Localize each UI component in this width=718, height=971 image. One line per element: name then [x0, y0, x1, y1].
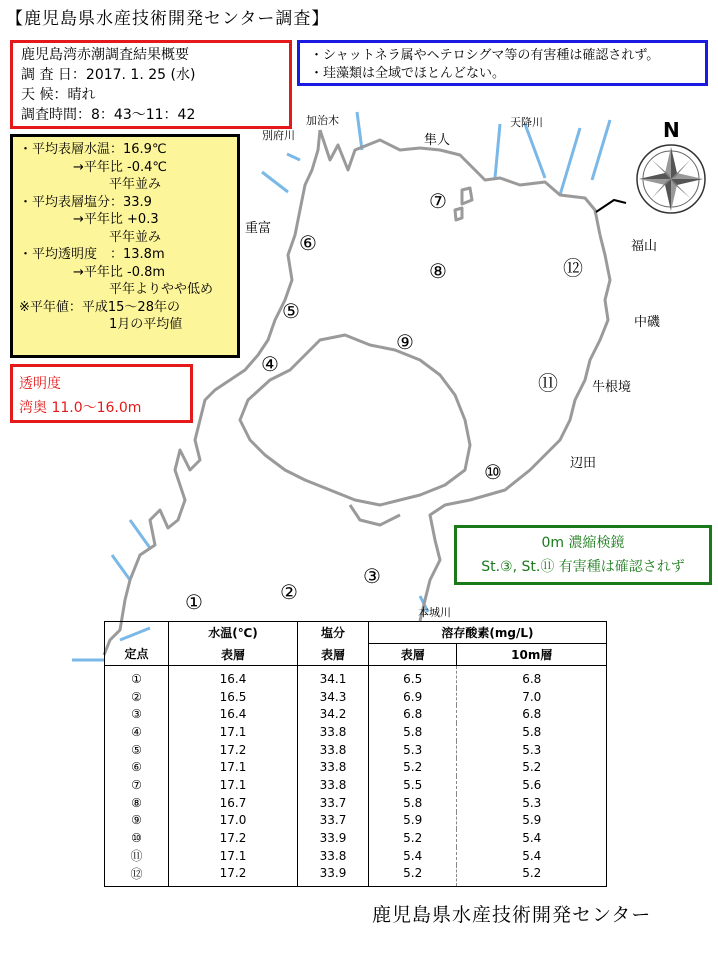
cell-salinity: 34.2	[298, 705, 369, 723]
place-hayato: 隼人	[424, 133, 451, 148]
cell-oxygen-10m: 7.0	[457, 688, 607, 706]
table-row	[105, 688, 607, 706]
cell-oxygen-surface: 6.9	[368, 688, 457, 706]
cell-oxygen-surface: 6.5	[368, 666, 457, 688]
cell-temp: 17.1	[168, 776, 297, 794]
cell-salinity: 33.9	[298, 865, 369, 887]
table-row	[105, 776, 607, 794]
cell-station: ⑩	[105, 829, 169, 847]
river-beppu	[287, 154, 300, 160]
place-beppu-river: 別府川	[262, 129, 295, 142]
cell-oxygen-10m: 5.4	[457, 829, 607, 847]
cell-salinity: 33.8	[298, 776, 369, 794]
station-data-table	[104, 621, 607, 887]
cell-oxygen-10m: 5.9	[457, 812, 607, 830]
shore-marks	[596, 200, 626, 212]
station-8-marker: ⑧	[429, 259, 447, 283]
finding-diatoms: ・珪藻類は全域でほとんどない。	[310, 66, 506, 81]
survey-date-label: 調 査 日	[21, 67, 72, 83]
cell-oxygen-10m: 5.8	[457, 723, 607, 741]
summary-heading: 鹿児島湾赤潮調査結果概要	[21, 47, 189, 63]
river-amori	[525, 124, 545, 178]
table-body	[105, 666, 607, 887]
cell-temp: 16.4	[168, 705, 297, 723]
coast-islet	[462, 188, 472, 204]
avg-temp-diff: →平年比 -0.4℃	[73, 159, 167, 175]
table-row	[105, 741, 607, 759]
station-9-marker: ⑨	[396, 330, 414, 354]
page-title: 【鹿児島県水産技術開発センター調査】	[6, 9, 330, 29]
cell-station: ③	[105, 705, 169, 723]
cell-station: ⑦	[105, 776, 169, 794]
coast-sakurajima-south	[350, 505, 400, 525]
cell-salinity: 33.8	[298, 723, 369, 741]
avg-clarity-eval: 平年よりやや低め	[109, 282, 214, 297]
cell-oxygen-10m: 5.3	[457, 741, 607, 759]
microscopy-box	[454, 525, 712, 585]
station-7-marker: ⑦	[429, 189, 447, 213]
survey-time-label: 調査時間	[21, 107, 77, 123]
station-4-marker: ④	[261, 352, 279, 376]
cell-oxygen-10m: 6.8	[457, 666, 607, 688]
table-row	[105, 812, 607, 830]
footer-organization: 鹿児島県水産技術開発センター	[372, 904, 652, 926]
river-kajiki	[357, 112, 362, 150]
findings-box	[297, 40, 708, 86]
clarity-box	[10, 364, 193, 423]
table-row	[105, 723, 607, 741]
weather-label: 天 候	[21, 87, 54, 103]
table-row	[105, 758, 607, 776]
cell-station: ⑪	[105, 847, 169, 865]
cell-salinity: 34.3	[298, 688, 369, 706]
avg-salinity-diff: →平年比 +0.3	[73, 212, 159, 227]
table-row	[105, 666, 607, 688]
compass-rose	[637, 145, 705, 213]
cell-oxygen-surface: 5.8	[368, 723, 457, 741]
header-oxygen-surface: 表層	[368, 644, 457, 666]
header-oxygen-10m: 10m層	[457, 644, 607, 666]
finding-harmful-species: ・シャットネラ属やヘテロシグマ等の有害種は確認されず。	[310, 48, 660, 63]
river-hayato	[495, 124, 500, 178]
river-west2	[112, 555, 130, 580]
cell-oxygen-10m: 6.8	[457, 705, 607, 723]
river-fukuyama	[592, 120, 610, 180]
avg-temp: ・平均表層水温：16.9℃	[19, 142, 167, 157]
coast-islet2	[455, 208, 462, 220]
cell-station: ①	[105, 666, 169, 688]
station-11-marker: ⑪	[538, 371, 558, 395]
river-west1	[130, 520, 150, 548]
header-station: 定点	[105, 622, 169, 666]
avg-note: ※平年値：平成15～28年の	[19, 299, 180, 315]
station-1-marker: ①	[185, 590, 203, 614]
clarity-value: 湾奥 11.0～16.0m	[19, 400, 142, 416]
header-temp-surface: 表層	[168, 644, 297, 666]
station-12-marker: ⑫	[563, 256, 583, 280]
place-ushinekyo: 牛根境	[592, 380, 632, 395]
averages-box	[10, 134, 240, 358]
cell-station: ⑫	[105, 865, 169, 887]
avg-temp-eval: 平年並み	[109, 177, 162, 192]
cell-temp: 17.2	[168, 829, 297, 847]
cell-station: ⑥	[105, 758, 169, 776]
cell-station: ⑧	[105, 794, 169, 812]
place-kajiki: 加治木	[306, 114, 339, 127]
cell-oxygen-surface: 6.8	[368, 705, 457, 723]
cell-temp: 17.2	[168, 865, 297, 887]
cell-oxygen-surface: 5.8	[368, 794, 457, 812]
cell-salinity: 33.8	[298, 741, 369, 759]
header-salinity: 塩分	[298, 622, 369, 644]
place-nakaiso: 中磯	[634, 315, 661, 330]
header-oxygen: 溶存酸素(mg/L)	[368, 622, 606, 644]
place-fukuyama: 福山	[631, 239, 658, 254]
cell-oxygen-surface: 5.2	[368, 865, 457, 887]
cell-oxygen-surface: 5.3	[368, 741, 457, 759]
table-row	[105, 829, 607, 847]
cell-oxygen-10m: 5.4	[457, 847, 607, 865]
header-salinity-surface: 表層	[298, 644, 369, 666]
station-3-marker: ③	[363, 564, 381, 588]
table-header-row	[105, 622, 607, 644]
cell-temp: 16.7	[168, 794, 297, 812]
cell-temp: 16.4	[168, 666, 297, 688]
cell-station: ⑨	[105, 812, 169, 830]
cell-oxygen-surface: 5.2	[368, 829, 457, 847]
cell-oxygen-10m: 5.6	[457, 776, 607, 794]
cell-oxygen-10m: 5.2	[457, 865, 607, 887]
survey-date-value: 2017. 1. 25 (水)	[85, 67, 196, 83]
cell-station: ②	[105, 688, 169, 706]
cell-station: ④	[105, 723, 169, 741]
place-amori-river: 天降川	[510, 116, 543, 129]
cell-oxygen-surface: 5.4	[368, 847, 457, 865]
cell-temp: 17.2	[168, 741, 297, 759]
survey-date-row: 調 査 日：2017. 1. 25 (水)	[21, 67, 196, 83]
cell-salinity: 33.8	[298, 847, 369, 865]
survey-time-value: 8：43～11：42	[91, 107, 196, 123]
station-2-marker: ②	[280, 580, 298, 604]
shore-mark-fukuyama	[596, 200, 626, 212]
survey-summary-box	[10, 40, 292, 129]
station-10-marker: ⑩	[484, 460, 502, 484]
cell-station: ⑤	[105, 741, 169, 759]
avg-salinity-eval: 平年並み	[109, 229, 162, 245]
survey-time-row: 調査時間：8：43～11：42	[21, 107, 196, 123]
table-row	[105, 794, 607, 812]
cell-temp: 17.1	[168, 758, 297, 776]
microscopy-title: 0m 濃縮検鏡	[541, 535, 625, 551]
river-shigetomi	[262, 172, 288, 192]
avg-salinity: ・平均表層塩分：33.9	[19, 194, 152, 210]
clarity-label: 透明度	[19, 376, 61, 392]
cell-oxygen-surface: 5.5	[368, 776, 457, 794]
river-east	[560, 128, 580, 195]
cell-temp: 17.0	[168, 812, 297, 830]
avg-clarity: ・平均透明度 ：13.8m	[19, 247, 165, 262]
weather-value: 晴れ	[67, 87, 96, 103]
header-temp: 水温(℃)	[168, 622, 297, 644]
table-row	[105, 705, 607, 723]
cell-temp: 17.1	[168, 847, 297, 865]
cell-salinity: 33.7	[298, 794, 369, 812]
place-honjo-river: 本城川	[418, 606, 451, 619]
cell-oxygen-surface: 5.9	[368, 812, 457, 830]
cell-temp: 17.1	[168, 723, 297, 741]
cell-salinity: 34.1	[298, 666, 369, 688]
cell-temp: 16.5	[168, 688, 297, 706]
weather-row: 天 候：晴れ	[21, 87, 96, 103]
avg-note-period: 1月の平均値	[109, 317, 183, 332]
cell-salinity: 33.7	[298, 812, 369, 830]
cell-oxygen-surface: 5.2	[368, 758, 457, 776]
place-henda: 辺田	[570, 456, 597, 471]
station-6-marker: ⑥	[299, 231, 317, 255]
avg-clarity-diff: →平年比 -0.8m	[73, 264, 166, 280]
place-shigetomi: 重富	[245, 221, 272, 236]
compass-north-label: N	[663, 118, 680, 142]
cell-salinity: 33.8	[298, 758, 369, 776]
station-5-marker: ⑤	[282, 299, 300, 323]
table-row	[105, 847, 607, 865]
cell-salinity: 33.9	[298, 829, 369, 847]
cell-oxygen-10m: 5.2	[457, 758, 607, 776]
microscopy-result: St.③, St.⑪ 有害種は確認されず	[481, 559, 685, 575]
cell-oxygen-10m: 5.3	[457, 794, 607, 812]
table-subheader-row	[105, 644, 607, 666]
table-row	[105, 865, 607, 887]
